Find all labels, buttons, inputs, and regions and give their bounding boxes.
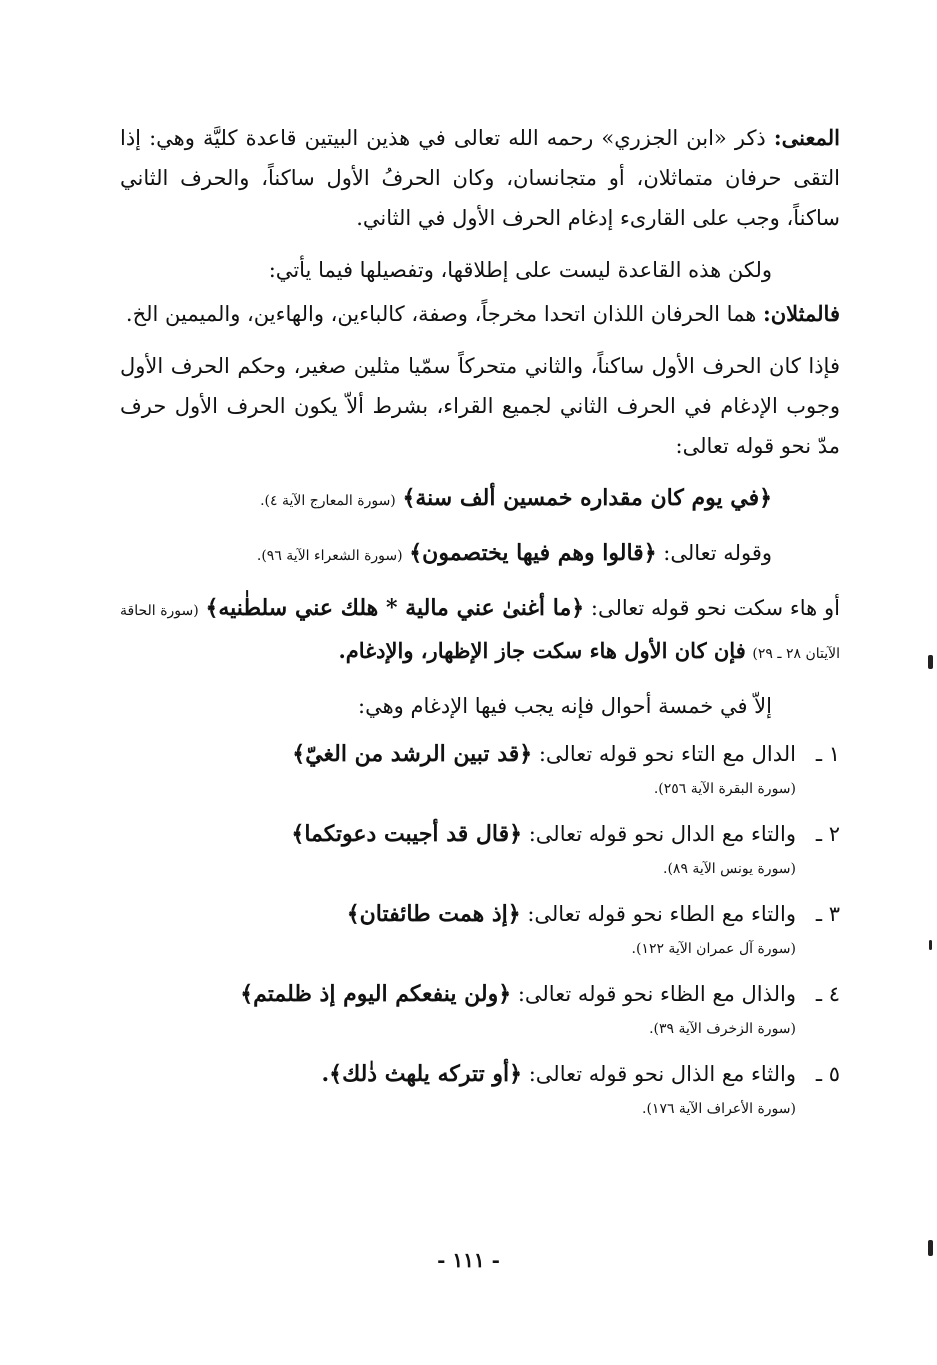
meaning-label: المعنى: [773,125,840,150]
item-prefix: والذال مع الظاء نحو قوله تعالى: [517,982,796,1006]
surah-reference: (سورة يونس الآية ٨٩). [663,861,796,877]
example-2 [120,533,840,576]
paragraph-rule-detail: ولكن هذه القاعدة ليست على إطلاقها، وتفصيلها فيما يأتي: [268,258,772,282]
page-number: - ١١١ - [437,1248,500,1272]
example-1 [120,478,840,521]
item-prefix: والتاء مع الدال نحو قوله تعالى: [528,822,796,846]
item-number: ١ ـ [815,742,840,766]
surah-reference: (سورة الشعراء الآية ٩٦). [256,548,403,564]
paragraph-small-mithlan: فإذا كان الحرف الأول ساكناً، والثاني متحركاً سمّيا مثلين صغير، وحكم الحرف الأول وجوب الإدغام في الحرف الثاني لجميع القراء، بشرط ألاّ يكون الحرف الأول حرف مدّ نحو قوله تعالى: [120,354,840,458]
scan-mark [929,940,932,950]
item-number: ٥ ـ [815,1062,840,1086]
page-body [120,118,840,1134]
list-item [120,734,840,804]
quran-quote: ﴿ما أغنىٰ عني مالية * هلك عني سلطٰنيه﴾ [205,595,585,621]
surah-reference: (سورة الزخرف الآية ٣٩). [649,1021,796,1037]
quran-quote: ﴿ولن ينفعكم اليوم إذ ظلمتم﴾ [240,981,512,1007]
paragraph-mithlan [120,294,840,334]
surah-reference: (سورة الحاقة الآيتان ٢٨ ـ ٢٩) [120,603,840,662]
surah-reference: (سورة آل عمران الآية ١٢٢). [631,941,796,957]
quran-quote: ﴿إذ همت طائفتان﴾ [346,901,521,927]
list-item [120,894,840,964]
example-prefix: وقوله تعالى: [663,541,772,565]
surah-reference: (سورة المعارج الآية ٤). [260,493,396,509]
paragraph-meaning [120,118,840,238]
quran-quote: ﴿قال قد أجيبت دعوتكما﴾ [291,821,523,847]
item-number: ٣ ـ [815,902,840,926]
item-prefix: الدال مع التاء نحو قوله تعالى: [538,742,796,766]
surah-reference: (سورة الأعراف الآية ١٧٦). [642,1101,796,1117]
mithlan-text: هما الحرفان اللذان اتحدا مخرجاً، وصفة، كالباءين، والهاءين، والميمين الخ. [125,302,757,326]
item-number: ٤ ـ [815,982,840,1006]
item-prefix: والثاء مع الذال نحو قوله تعالى: [528,1062,796,1086]
list-item [120,814,840,884]
meaning-text: ذكر «ابن الجزري» رحمه الله تعالى في هذين البيتين قاعدة كليَّة وهي: إذا التقى حرفان متماثلان، أو متجانسان، وكان الحرفُ الأول ساكناً، والحرف الثاني ساكناً، وجب على القارىء إدغام الحرف الأول في الثاني. [120,126,840,230]
haa-suffix: فإن كان الأول هاء سكت جاز الإظهار، والإدغام. [338,638,746,663]
item-number: ٢ ـ [815,822,840,846]
quran-quote: ﴿في يوم كان مقداره خمسين ألف سنة﴾ [402,485,772,511]
list-item [120,1054,840,1124]
haa-prefix: أو هاء سكت نحو قوله تعالى: [590,596,840,620]
scan-mark [928,1240,933,1256]
item-prefix: والتاء مع الطاء نحو قوله تعالى: [527,902,796,926]
paragraph-haa-sakt [120,588,840,674]
surah-reference: (سورة البقرة الآية ٢٥٦). [653,781,796,797]
paragraph-five-cases: إلاّ في خمسة أحوال فإنه يجب فيها الإدغام وهي: [358,694,772,718]
scan-mark [928,655,933,669]
cases-list [120,734,840,1124]
quran-quote: ﴿قالوا وهم فيها يختصمون﴾ [409,540,657,566]
mithlan-label: فالمثلان: [762,301,840,326]
quran-quote: ﴿قد تبين الرشد من الغيّ﴾ [292,741,533,767]
list-item [120,974,840,1044]
quran-quote: ﴿أو تتركه يلهث ذٰلك﴾. [321,1061,523,1087]
